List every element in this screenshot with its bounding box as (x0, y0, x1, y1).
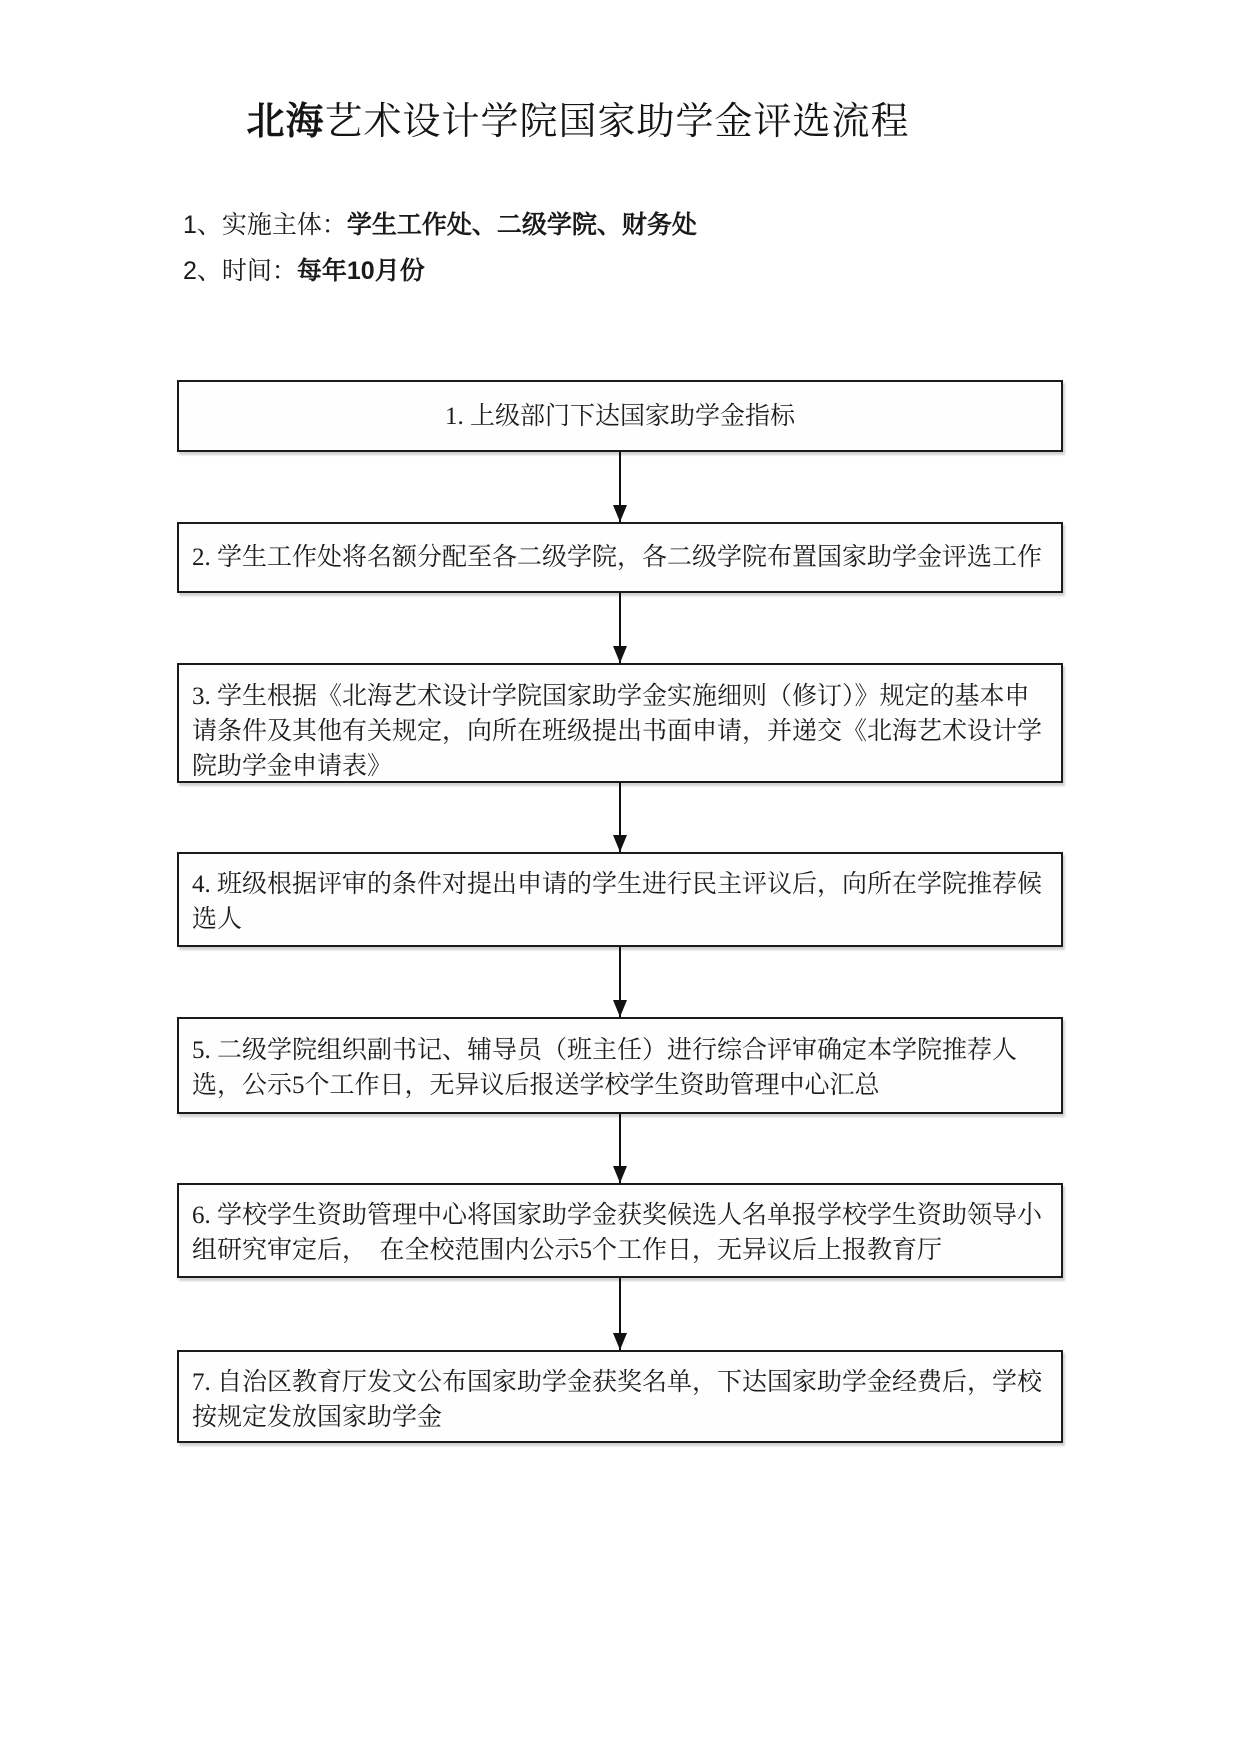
intro-line-2-label: 2、时间： (183, 257, 297, 285)
down-arrow-connector-5 (619, 1114, 621, 1183)
flow-step-7 (177, 1350, 1063, 1443)
flow-step-3 (177, 663, 1063, 783)
intro-line-1-label: 1、实施主体： (183, 211, 347, 239)
flow-step-2-text: 2. 学生工作处将名额分配至各二级学院，各二级学院布置国家助学金评选工作 (192, 544, 1043, 571)
flow-step-7-text: 7. 自治区教育厅发文公布国家助学金获奖名单，下达国家助学金经费后，学校按规定发放国家助学金 (192, 1369, 1043, 1431)
down-arrow-connector-2 (619, 593, 621, 663)
down-arrow-connector-3 (619, 783, 621, 852)
flow-step-5 (177, 1017, 1063, 1114)
flow-step-6-text: 6. 学校学生资助管理中心将国家助学金获奖候选人名单报学校学生资助领导小组研究审定后， 在全校范围内公示5个工作日，无异议后上报教育厅 (192, 1202, 1043, 1264)
page-title-bold-part: 北海 (246, 101, 325, 143)
intro-list (183, 202, 697, 294)
flow-step-1 (177, 380, 1063, 452)
page-title (0, 98, 1198, 146)
intro-line-implementers (183, 202, 697, 248)
down-arrow-connector-1 (619, 452, 621, 522)
flow-step-4 (177, 852, 1063, 947)
flow-step-3-text: 3. 学生根据《北海艺术设计学院国家助学金实施细则（修订）》规定的基本申请条件及其他有关规定，向所在班级提出书面申请，并递交《北海艺术设计学院助学金申请表》 (192, 683, 1043, 780)
down-arrow-connector-4 (619, 947, 621, 1017)
flow-step-2 (177, 522, 1063, 593)
flow-step-5-text: 5. 二级学院组织副书记、辅导员（班主任）进行综合评审确定本学院推荐人选，公示5个工作日，无异议后报送学校学生资助管理中心汇总 (192, 1037, 1018, 1099)
intro-line-1-value: 学生工作处、二级学院、财务处 (346, 211, 697, 239)
intro-line-time (183, 248, 697, 294)
flow-step-1-text: 1. 上级部门下达国家助学金指标 (444, 402, 795, 430)
down-arrow-connector-6 (619, 1278, 621, 1350)
flow-step-4-text: 4. 班级根据评审的条件对提出申请的学生进行民主评议后，向所在学院推荐候选人 (192, 871, 1043, 933)
flow-step-6 (177, 1183, 1063, 1278)
page-title-rest: 艺术设计学院国家助学金评选流程 (324, 101, 910, 143)
intro-line-2-value: 每年10月份 (296, 257, 425, 285)
